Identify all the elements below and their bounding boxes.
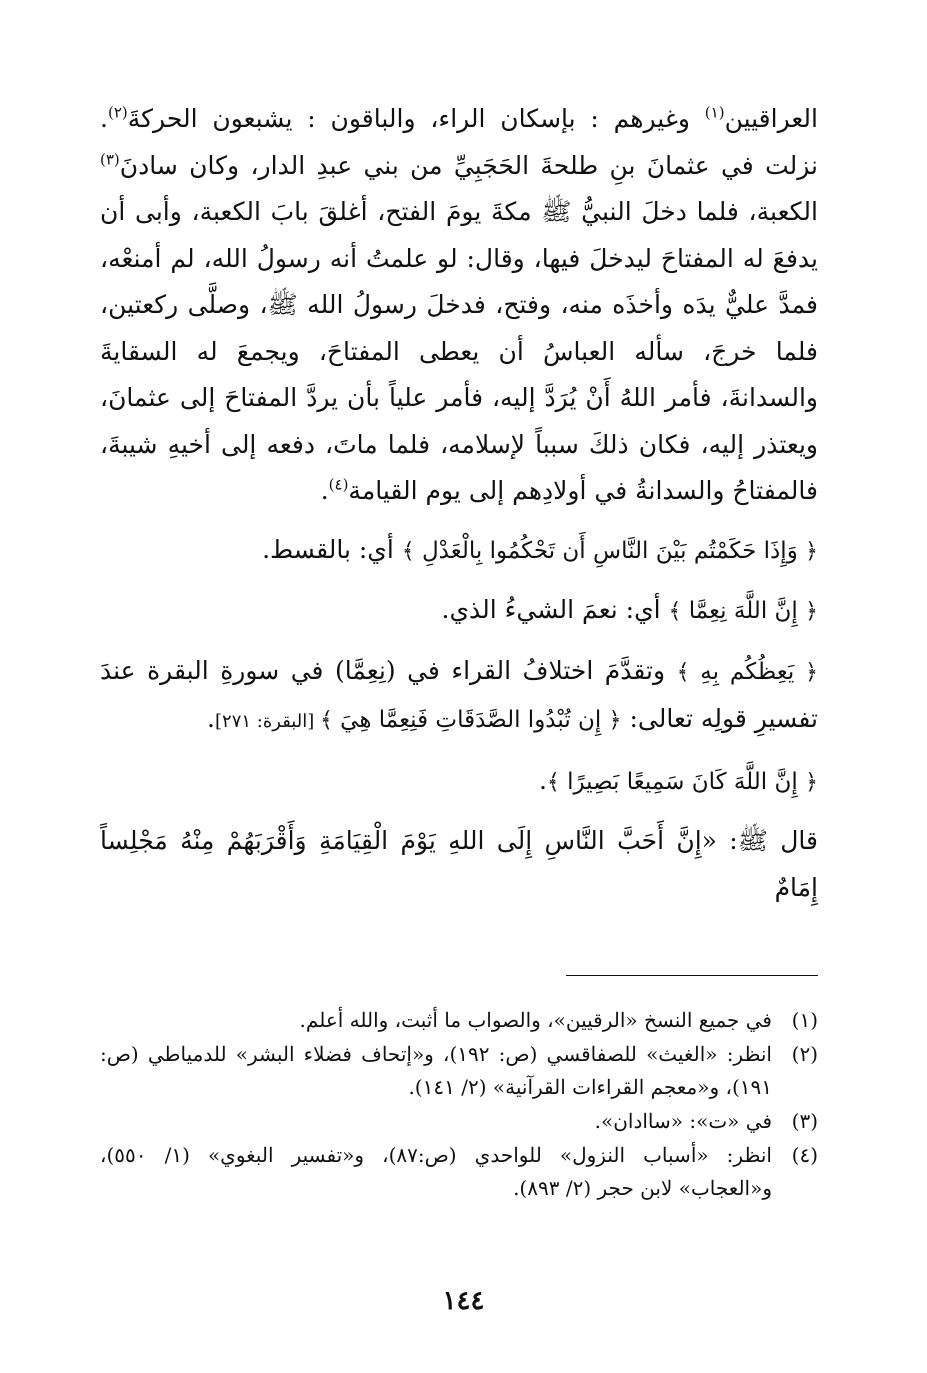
footnote-number: (٣) [791,1109,818,1133]
quran-bracket-open: ﴿ [805,538,818,564]
footnote-number: (٤) [791,1143,818,1167]
text-run: . [538,765,547,795]
quran-bracket-open: ﴿ [805,659,818,685]
footnote-ref-2[interactable]: (٢) [107,103,128,122]
paragraph-verse-samian [100,758,818,807]
paragraph-commentary [100,96,818,515]
footnote-text: في جميع النسخ «الرقيين»، والصواب ما أثبت، والله أعلم. [299,1008,772,1032]
paragraph-verse-yaizukum [100,648,818,746]
text-run: وغيرهم : بإسكان الراء، والباقون : يشبعون الحركةَ [127,104,705,133]
verse-gloss: أي: نعمَ الشيءُ الذي. [441,595,669,624]
quran-bracket-close: ﴾ [546,769,560,795]
text-run: . [207,704,215,733]
quran-verse: وَإِذَا حَكَمْتُم بَيْنَ النَّاسِ أَن تَحْكُمُوا بِالْعَدْلِ [414,537,806,564]
text-run: العراقيين [724,104,818,133]
text-run: وتقدَّمَ اختلافُ القراء في (نِعِمَّا) في سورةِ البقرة عندَ تفسيرِ قولِه تعالى: [100,655,818,733]
paragraph-verse-justice [100,527,818,576]
footnote-separator [566,975,818,976]
footnote-ref-3[interactable]: (٣) [100,150,120,169]
footnote-text: في «ت»: «ساادان». [594,1109,772,1133]
verse-gloss: أي: بالقسط. [262,534,402,564]
quran-verse: إِنَّ اللَّهَ نِعِمَّا [681,598,806,624]
main-text [100,96,818,911]
quran-verse: إِن تُبْدُوا الصَّدَقَاتِ فَنِعِمَّا هِيَ [332,707,609,733]
paragraph-hadith [100,818,818,911]
quran-verse: إِنَّ اللَّهَ كَانَ سَمِيعًا بَصِيرًا [559,768,806,795]
footnote-number: (٢) [791,1042,818,1066]
footnote-1 [100,1004,818,1037]
footnote-text: انظر: «الغيث» للصفاقسي (ص: ١٩٢)، و«إتحاف فضلاء البشر» للدمياطي (ص: ١٩١)، و«معجم القراءات القرآنية» (٢/ ١٤١). [100,1042,772,1099]
hadith-text: قال ﷺ: «إِنَّ أَحَبَّ النَّاسِ إِلَى اللهِ يَوْمَ الْقِيَامَةِ وَأَقْرَبَهُمْ مِنْهُ مَجْلِساً إِمَامٌ [100,826,818,902]
quran-bracket-close: ﴾ [668,599,682,624]
quran-bracket-open: ﴿ [805,599,818,624]
quran-bracket-close: ﴾ [676,659,690,685]
footnote-ref-1[interactable]: (١) [704,103,725,122]
quran-verse: يَعِظُكُم بِهِ [689,658,806,685]
footnote-number: (١) [791,1008,818,1032]
verse-reference: [البقرة: ٢٧١] [215,711,320,732]
text-run: . نزلت في عثمانَ بنِ طلحةَ الحَجَبِيِّ من بني عبدِ الدار، وكان سادنَ [100,104,818,180]
footnote-4 [100,1139,818,1205]
footnotes [100,1004,818,1206]
page-number: ١٤٤ [442,1286,485,1316]
quran-bracket-close: ﴾ [319,708,333,733]
quran-bracket-open: ﴿ [805,769,818,795]
footnote-ref-4[interactable]: (٤) [328,475,349,494]
text-run: الكعبة، فلما دخلَ النبيُّ ﷺ مكةَ يومَ الفتح، أغلقَ بابَ الكعبة، وأبى أن يدفعَ له المفتاحَ ليدخلَ فيها، وقال: لو علمتُ أنه رسولُ الله، لم أمنعْه، فمدَّ عليٌّ يدَه وأخذَه منه، وفتح، فدخلَ رسولُ الله ﷺ، وصلَّى ركعتين، فلما خرجَ، سأله العباسُ أن يعطى المفتاحَ، ويجمعَ له السقايةَ والسدانةَ، فأمر اللهُ أَنْ يُرَدَّ إليه، فأمر علياً بأن يردَّ المفتاحَ إلى عثمانَ، ويعتذر إليه، فكان ذلكَ سبباً لإسلامه، فلما ماتَ، دفعه إلى أخيهِ شيبةَ، فالمفتاحُ والسدانةُ في أولادِهم إلى يوم القيامة [100,197,818,505]
footnote-2 [100,1038,818,1104]
footnote-text: انظر: «أسباب النزول» للواحدي (ص:٨٧)، و«تفسير البغوي» (١/ ٥٥٠)، و«العجاب» لابن حجر (٢/ ٨٩٣). [100,1143,772,1200]
quran-bracket-open: ﴿ [608,708,622,733]
quran-bracket-close: ﴾ [401,538,415,564]
paragraph-verse-nima [100,587,818,636]
text-run: . [320,476,329,505]
footnote-3 [100,1105,818,1138]
